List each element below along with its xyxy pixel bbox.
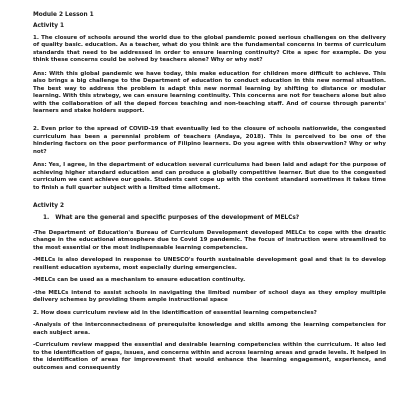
question-number: 1. bbox=[43, 215, 50, 222]
activity-2-title: Activity 2 bbox=[33, 203, 65, 210]
answer-1: Ans: With this global pandemic we have today, this make education for children more difficult to achieve. This also brings a big challenge to the Department of education to conduct education in this new normal situation. The best way to address the problem is adapt this new normal learning by shifting to distance or modular learning. With this strategy, we can ensure learning continuity. This concerns are not for teachers alone but also with the collaboration of all the deped forces teaching and non-teaching staff. And of course through parents' learners and stake holders support. bbox=[33, 70, 386, 114]
activity-2-question-1 bbox=[43, 215, 386, 223]
melc-purpose-paragraph-1: -The Department of Education's Bureau of Curriculum Development developed MELCs to cope with the drastic change in the educational atmosphere due to Covid 19 pandemic. The focus of instruction were streamlined to the most essential or the most indispensable learning competencies. bbox=[33, 229, 386, 251]
question-2: 2. Even prior to the spread of COVID-19 that eventually led to the closure of schools nationwide, the congested curriculum has been a perennial problem of teachers (Andaya, 2018). This is perceived to be one of the hindering factors on the poor performance of Filipino learners. Do you agree with this observation? Why or why not? bbox=[33, 126, 386, 155]
melc-purpose-paragraph-3: -MELCs can be used as a mechanism to ensure education continuity. bbox=[33, 277, 246, 284]
melc-purpose-paragraph-2: -MELCs is also developed in response to UNESCO's fourth sustainable development goal and that is to develop resilient education systems, most especially during emergencies. bbox=[33, 257, 386, 271]
activity-1-title: Activity 1 bbox=[33, 22, 65, 29]
answer-2: Ans: Yes, I agree, in the department of education several curriculums had been laid and adapt for the purpose of achieving higher standard education and can produce a globally competitive learner. But due to the congested curriculum we cant achieve our goals. Students cant cope up with the content standard sometimes it takes time to finish a full quarter subject with a limited time allotment. bbox=[33, 162, 386, 191]
question-1: 1. The closure of schools around the world due to the global pandemic posed serious challenges on the delivery of quality basic. education. As a teacher, what do you think are the fundamental concerns in terms of curriculum standards that need to be addressed in order to ensure learning continuity? Cite a spec for example. Do you think these concerns could be solved by teachers alone? Why or why not? bbox=[33, 34, 386, 64]
question-text: What are the general and specific purposes of the development of MELCs? bbox=[55, 215, 300, 222]
melc-purpose-paragraph-4: -the MELCs intend to assist schools in navigating the limited number of school days as they employ multiple delivery schemes by providing them ample instructional space bbox=[33, 289, 386, 304]
module-title: Module 2 Lesson 1 bbox=[33, 12, 94, 18]
review-paragraph-2: -Curriculum review mapped the essential and desirable learning competencies within the curriculum. It also led to the identification of gaps, issues, and concerns within and across learning areas and grade levels. It helped in the identification of areas for improvement that would enhance the learning engagement, experience, and outcomes and consequently bbox=[33, 342, 386, 371]
review-paragraph-1: -Analysis of the interconnectedness of prerequisite knowledge and skills among the learning competencies for each subject area. bbox=[33, 322, 386, 336]
activity-2-question-2: 2. How does curriculum review aid in the identification of essential learning competencies? bbox=[33, 309, 317, 316]
